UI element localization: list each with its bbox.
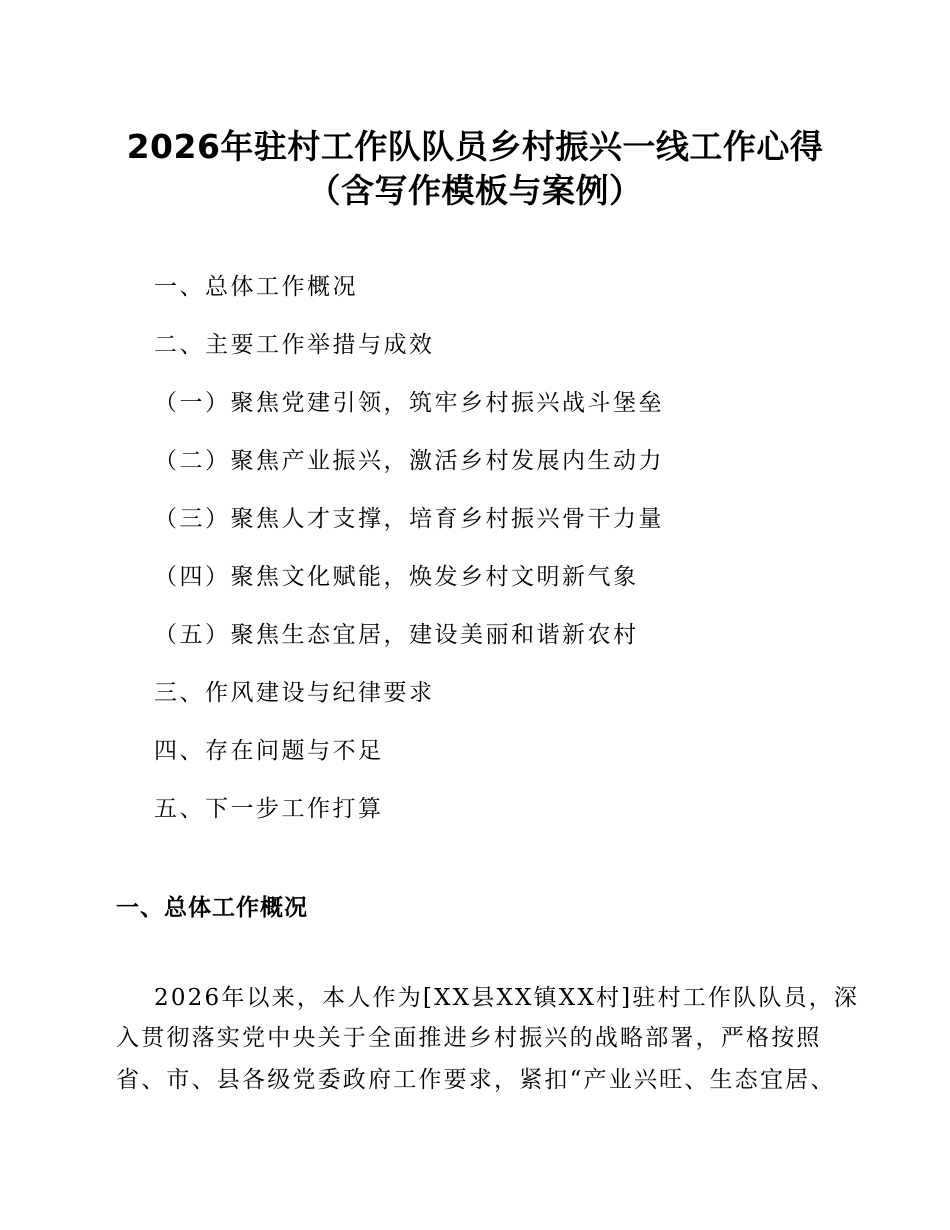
toc-item-2-3: （三）聚焦人才支撑，培育乡村振兴骨干力量 [154,506,664,532]
paragraph-line-1: 2026年以来，本人作为[XX县XX镇XX村]驻村工作队队员，深 [154,985,860,1011]
paragraph-line-3: 省、市、县各级党委政府工作要求，紧扣“产业兴旺、生态宜居、 [116,1067,836,1093]
toc-item-5: 五、下一步工作打算 [154,796,384,822]
toc-item-2-5: （五）聚焦生态宜居，建设美丽和谐新农村 [154,622,639,648]
toc-item-2-2: （二）聚焦产业振兴，激活乡村发展内生动力 [154,448,664,474]
paragraph-line-2: 入贯彻落实党中央关于全面推进乡村振兴的战略部署，严格按照 [116,1025,822,1051]
toc-item-2-1: （一）聚焦党建引领，筑牢乡村振兴战斗堡垒 [154,390,664,416]
toc-item-3: 三、作风建设与纪律要求 [154,680,435,706]
section-1-heading: 一、总体工作概况 [116,895,308,921]
toc-item-2-4: （四）聚焦文化赋能，焕发乡村文明新气象 [154,564,639,590]
toc-item-1: 一、总体工作概况 [154,274,358,300]
document-title-line-1: 2026年驻村工作队队员乡村振兴一线工作心得 [126,127,824,166]
document-title-line-2: （含写作模板与案例） [307,171,643,210]
toc-item-4: 四、存在问题与不足 [154,738,384,764]
toc-item-2: 二、主要工作举措与成效 [154,332,435,358]
